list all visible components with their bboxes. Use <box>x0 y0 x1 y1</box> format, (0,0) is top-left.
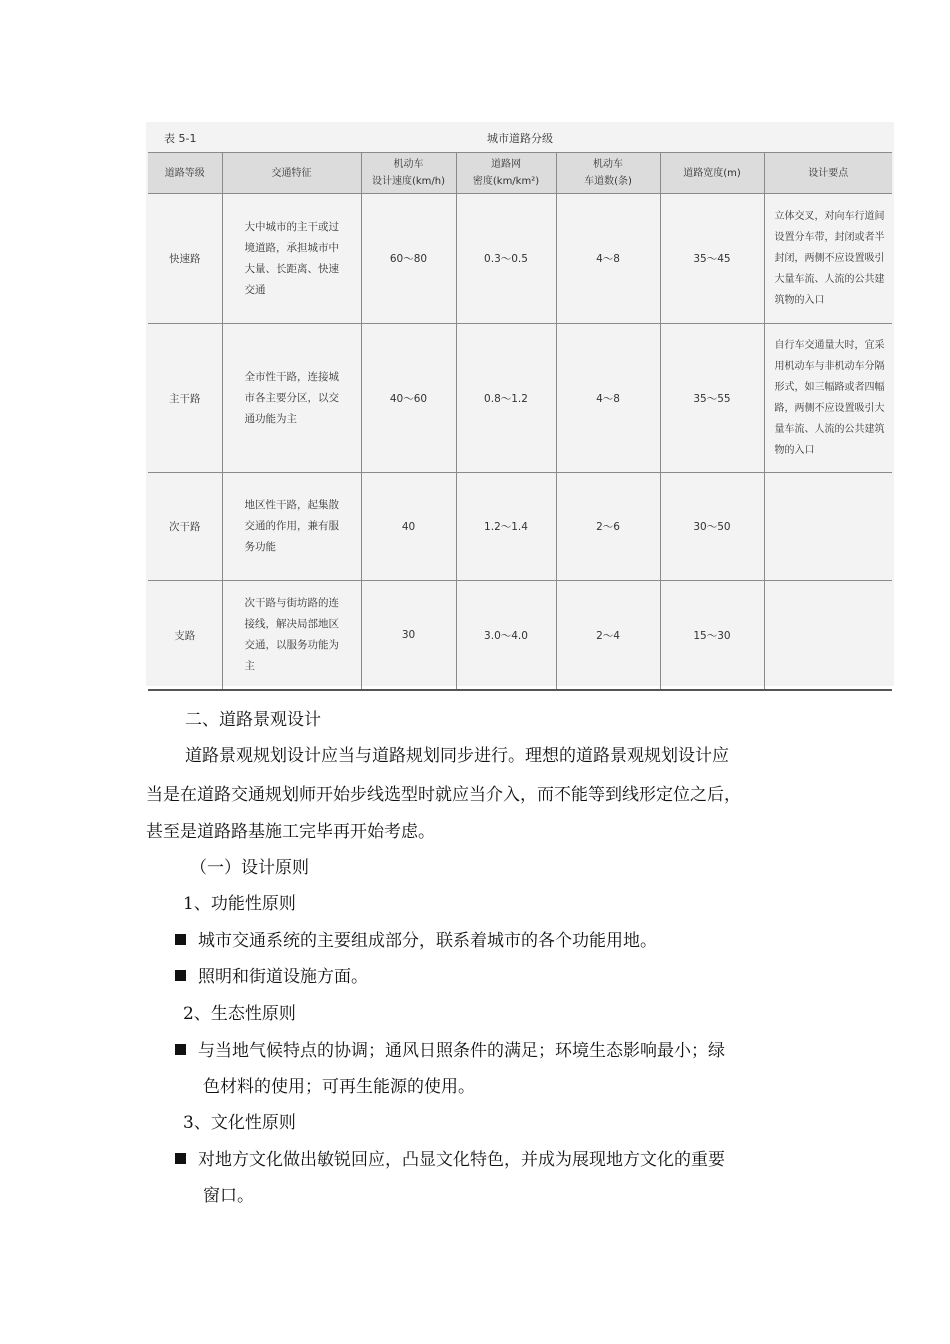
road-width-cell: 15～30 <box>660 581 764 691</box>
bullet-square-icon <box>175 934 186 945</box>
design-speed-cell: 40～60 <box>361 324 456 473</box>
bullet-square-icon <box>175 1044 186 1055</box>
bullet-square-icon <box>175 970 186 981</box>
network-density-cell: 0.8～1.2 <box>456 324 556 473</box>
bullet-text: 城市交通系统的主要组成部分，联系着城市的各个功能用地。 <box>198 931 657 951</box>
principle-title: 3、文化性原则 <box>183 1113 296 1133</box>
principle-title: 1、功能性原则 <box>183 894 296 914</box>
traffic-character-cell: 次干路与街坊路的连接线，解决局部地区交通，以服务功能为主 <box>222 581 361 691</box>
table-number: 表 5-1 <box>164 132 197 145</box>
header-cell: 设计要点 <box>764 153 892 194</box>
bullet-item <box>175 966 368 988</box>
network-density-cell: 0.3～0.5 <box>456 194 556 324</box>
traffic-character-cell: 全市性干路，连接城市各主要分区，以交通功能为主 <box>222 324 361 473</box>
road-width-cell: 35～45 <box>660 194 764 324</box>
design-points-cell: 自行车交通量大时，宜采用机动车与非机动车分隔形式，如三幅路或者四幅路，两侧不应设置吸引大量车流、人流的公共建筑物的入口 <box>764 324 892 473</box>
bullet-text: 照明和街道设施方面。 <box>198 967 368 987</box>
paragraph-line: 甚至是道路路基施工完毕再开始考虑。 <box>146 822 435 842</box>
header-cell: 机动车 设计速度(km/h) <box>361 153 456 194</box>
subsection-heading: （一）设计原则 <box>190 858 309 878</box>
bullet-item <box>175 1149 725 1171</box>
paragraph-line: 当是在道路交通规划师开始步线选型时就应当介入，而不能等到线形定位之后， <box>146 785 741 805</box>
lane-count-cell: 2～6 <box>556 473 660 581</box>
road-level-cell: 快速路 <box>148 194 222 324</box>
paragraph-line: 道路景观规划设计应当与道路规划同步进行。理想的道路景观规划设计应 <box>185 746 729 766</box>
table-row <box>148 473 892 581</box>
principle-title: 2、生态性原则 <box>183 1004 296 1024</box>
design-speed-cell: 30 <box>361 581 456 691</box>
table-row <box>148 194 892 324</box>
road-level-cell: 次干路 <box>148 473 222 581</box>
network-density-cell: 1.2～1.4 <box>456 473 556 581</box>
header-cell: 道路宽度(m) <box>660 153 764 194</box>
table-title: 城市道路分级 <box>487 132 553 145</box>
traffic-character-cell: 地区性干路，起集散交通的作用，兼有服务功能 <box>222 473 361 581</box>
design-points-cell <box>764 581 892 691</box>
bullet-text: 对地方文化做出敏锐回应，凸显文化特色，并成为展现地方文化的重要 <box>198 1150 725 1170</box>
header-cell: 道路网 密度(km/km²) <box>456 153 556 194</box>
road-width-cell: 30～50 <box>660 473 764 581</box>
bullet-item <box>175 1040 725 1062</box>
design-speed-cell: 40 <box>361 473 456 581</box>
table-row <box>148 324 892 473</box>
table-header-row <box>148 153 892 194</box>
network-density-cell: 3.0～4.0 <box>456 581 556 691</box>
bullet-continuation: 窗口。 <box>203 1186 254 1206</box>
lane-count-cell: 2～4 <box>556 581 660 691</box>
lane-count-cell: 4～8 <box>556 324 660 473</box>
design-speed-cell: 60～80 <box>361 194 456 324</box>
header-cell: 道路等级 <box>148 153 222 194</box>
road-level-cell: 主干路 <box>148 324 222 473</box>
section-heading: 二、道路景观设计 <box>185 710 321 730</box>
road-classification-table-figure <box>146 122 894 686</box>
lane-count-cell: 4～8 <box>556 194 660 324</box>
table-row <box>148 581 892 691</box>
bullet-square-icon <box>175 1153 186 1164</box>
header-cell: 机动车 车道数(条) <box>556 153 660 194</box>
design-points-cell <box>764 473 892 581</box>
road-level-cell: 支路 <box>148 581 222 691</box>
header-cell: 交通特征 <box>222 153 361 194</box>
bullet-continuation: 色材料的使用；可再生能源的使用。 <box>203 1077 475 1097</box>
bullet-item <box>175 930 657 952</box>
road-classification-table <box>148 152 892 691</box>
design-points-cell: 立体交叉，对向车行道间设置分车带，封闭或者半封闭，两侧不应设置吸引大量车流、人流的公共建筑物的入口 <box>764 194 892 324</box>
traffic-character-cell: 大中城市的主干或过境道路，承担城市中大量、长距离、快速交通 <box>222 194 361 324</box>
road-width-cell: 35～55 <box>660 324 764 473</box>
bullet-text: 与当地气候特点的协调；通风日照条件的满足；环境生态影响最小；绿 <box>198 1041 725 1061</box>
